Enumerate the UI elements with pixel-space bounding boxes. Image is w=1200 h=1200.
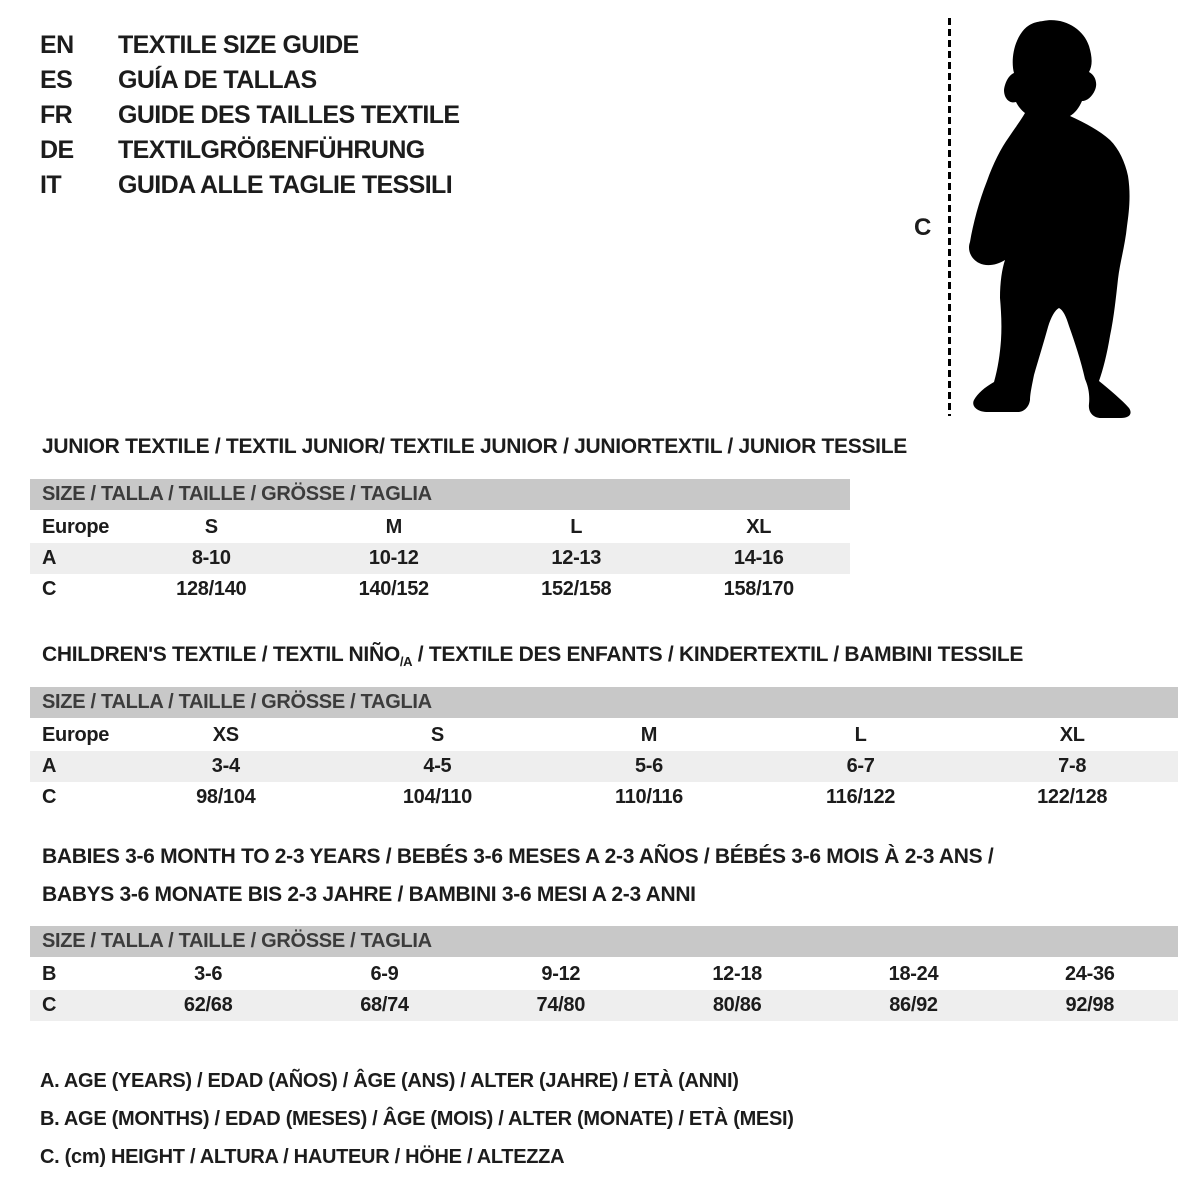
children-title-post: / TEXTILE DES ENFANTS / KINDERTEXTIL / BAMBINI TESSILE — [412, 643, 1024, 666]
size-cell: XL — [746, 516, 772, 538]
height-cell: 98/104 — [196, 786, 256, 808]
size-cell: L — [570, 516, 583, 538]
lang-row-en — [40, 28, 460, 63]
height-cell: 122/128 — [1037, 786, 1108, 808]
size-cell: XL — [1059, 724, 1085, 746]
table-row — [30, 574, 850, 605]
age-cell: 14-16 — [733, 547, 784, 569]
lang-code: ES — [40, 66, 73, 94]
lang-title: TEXTILGRÖßENFÜHRUNG — [118, 136, 425, 164]
babies-section-title-line1: BABIES 3-6 MONTH TO 2-3 YEARS / BEBÉS 3-6 MESES A 2-3 AÑOS / BÉBÉS 3-6 MOIS À 2-3 ANS / — [42, 845, 994, 868]
age-cell: 6-7 — [846, 755, 875, 777]
size-cell: S — [430, 724, 444, 746]
age-cell: 12-13 — [551, 547, 602, 569]
children-table-header: SIZE / TALLA / TAILLE / GRÖSSE / TAGLIA — [30, 687, 1178, 718]
footnotes — [40, 1070, 794, 1184]
table-row — [30, 543, 850, 574]
row-label: A — [42, 755, 57, 777]
age-cell: 7-8 — [1058, 755, 1087, 777]
row-label: Europe — [42, 724, 110, 746]
language-title-list — [40, 28, 460, 203]
age-cell: 8-10 — [191, 547, 231, 569]
lang-title: GUIDE DES TAILLES TEXTILE — [118, 101, 460, 129]
lang-row-es — [40, 63, 460, 98]
babies-section-title-line2: BABYS 3-6 MONATE BIS 2-3 JAHRE / BAMBINI 3-6 MESI A 2-3 ANNI — [42, 883, 696, 906]
height-cell: 80/86 — [712, 994, 762, 1016]
row-label: C — [42, 578, 57, 600]
junior-size-table — [30, 479, 850, 605]
size-cell: M — [385, 516, 402, 538]
height-cell: 158/170 — [723, 578, 794, 600]
age-cell: 4-5 — [423, 755, 452, 777]
row-label: Europe — [42, 516, 110, 538]
height-cell: 86/92 — [889, 994, 938, 1016]
footnote-c: C. (cm) HEIGHT / ALTURA / HAUTEUR / HÖHE / ALTEZZA — [40, 1146, 565, 1168]
table-row — [30, 751, 1178, 782]
lang-code: DE — [40, 136, 74, 164]
lang-row-it — [40, 168, 460, 203]
lang-code: IT — [40, 171, 62, 199]
children-title-pre: CHILDREN'S TEXTILE / TEXTIL NIÑO — [42, 643, 400, 666]
height-cell: 116/122 — [826, 786, 896, 808]
babies-size-table — [30, 926, 1178, 1021]
table-row — [30, 720, 1178, 751]
size-cell: S — [204, 516, 218, 538]
row-label: A — [42, 547, 57, 569]
children-size-table — [30, 687, 1178, 813]
lang-code: FR — [40, 101, 73, 129]
height-measure-dashed-line — [948, 18, 951, 416]
age-cell: 3-4 — [211, 755, 240, 777]
height-cell: 62/68 — [183, 994, 233, 1016]
height-cell: 74/80 — [536, 994, 586, 1016]
junior-section-title: JUNIOR TEXTILE / TEXTIL JUNIOR/ TEXTILE JUNIOR / JUNIORTEXTIL / JUNIOR TESSILE — [42, 435, 907, 458]
children-title-sub: /A — [399, 654, 413, 669]
lang-row-fr — [40, 98, 460, 133]
height-measure-label: C — [914, 214, 932, 241]
height-cell: 128/140 — [176, 578, 247, 600]
table-row — [30, 512, 850, 543]
height-cell: 152/158 — [541, 578, 612, 600]
height-cell: 92/98 — [1065, 994, 1115, 1016]
lang-code: EN — [40, 31, 74, 59]
age-cell: 18-24 — [888, 963, 939, 985]
footnote-b: B. AGE (MONTHS) / EDAD (MESES) / ÂGE (MOIS) / ALTER (MONATE) / ETÀ (MESI) — [40, 1108, 794, 1130]
height-cell: 68/74 — [360, 994, 409, 1016]
footnote-a: A. AGE (YEARS) / EDAD (AÑOS) / ÂGE (ANS) / ALTER (JAHRE) / ETÀ (ANNI) — [40, 1070, 739, 1092]
lang-row-de — [40, 133, 460, 168]
table-row — [30, 990, 1178, 1021]
lang-title: GUIDA ALLE TAGLIE TESSILI — [118, 171, 453, 199]
height-cell: 140/152 — [358, 578, 429, 600]
table-row — [30, 959, 1178, 990]
age-cell: 12-18 — [712, 963, 762, 985]
row-label: C — [42, 994, 57, 1016]
table-row — [30, 782, 1178, 813]
age-cell: 24-36 — [1064, 963, 1115, 985]
row-label: B — [42, 963, 57, 985]
row-label: C — [42, 786, 57, 808]
age-cell: 10-12 — [368, 547, 419, 569]
age-cell: 5-6 — [634, 755, 663, 777]
age-cell: 9-12 — [541, 963, 581, 985]
lang-title: TEXTILE SIZE GUIDE — [118, 31, 359, 59]
height-cell: 104/110 — [402, 786, 472, 808]
age-cell: 6-9 — [370, 963, 399, 985]
size-cell: XS — [212, 724, 239, 746]
lang-title: GUÍA DE TALLAS — [118, 66, 317, 94]
babies-table-header: SIZE / TALLA / TAILLE / GRÖSSE / TAGLIA — [30, 926, 1178, 957]
height-cell: 110/116 — [614, 786, 683, 808]
children-section-title — [42, 643, 1023, 669]
age-cell: 3-6 — [194, 963, 223, 985]
toddler-silhouette-icon — [960, 15, 1145, 420]
junior-table-header: SIZE / TALLA / TAILLE / GRÖSSE / TAGLIA — [30, 479, 850, 510]
size-cell: M — [640, 724, 658, 746]
size-cell: L — [854, 724, 867, 746]
